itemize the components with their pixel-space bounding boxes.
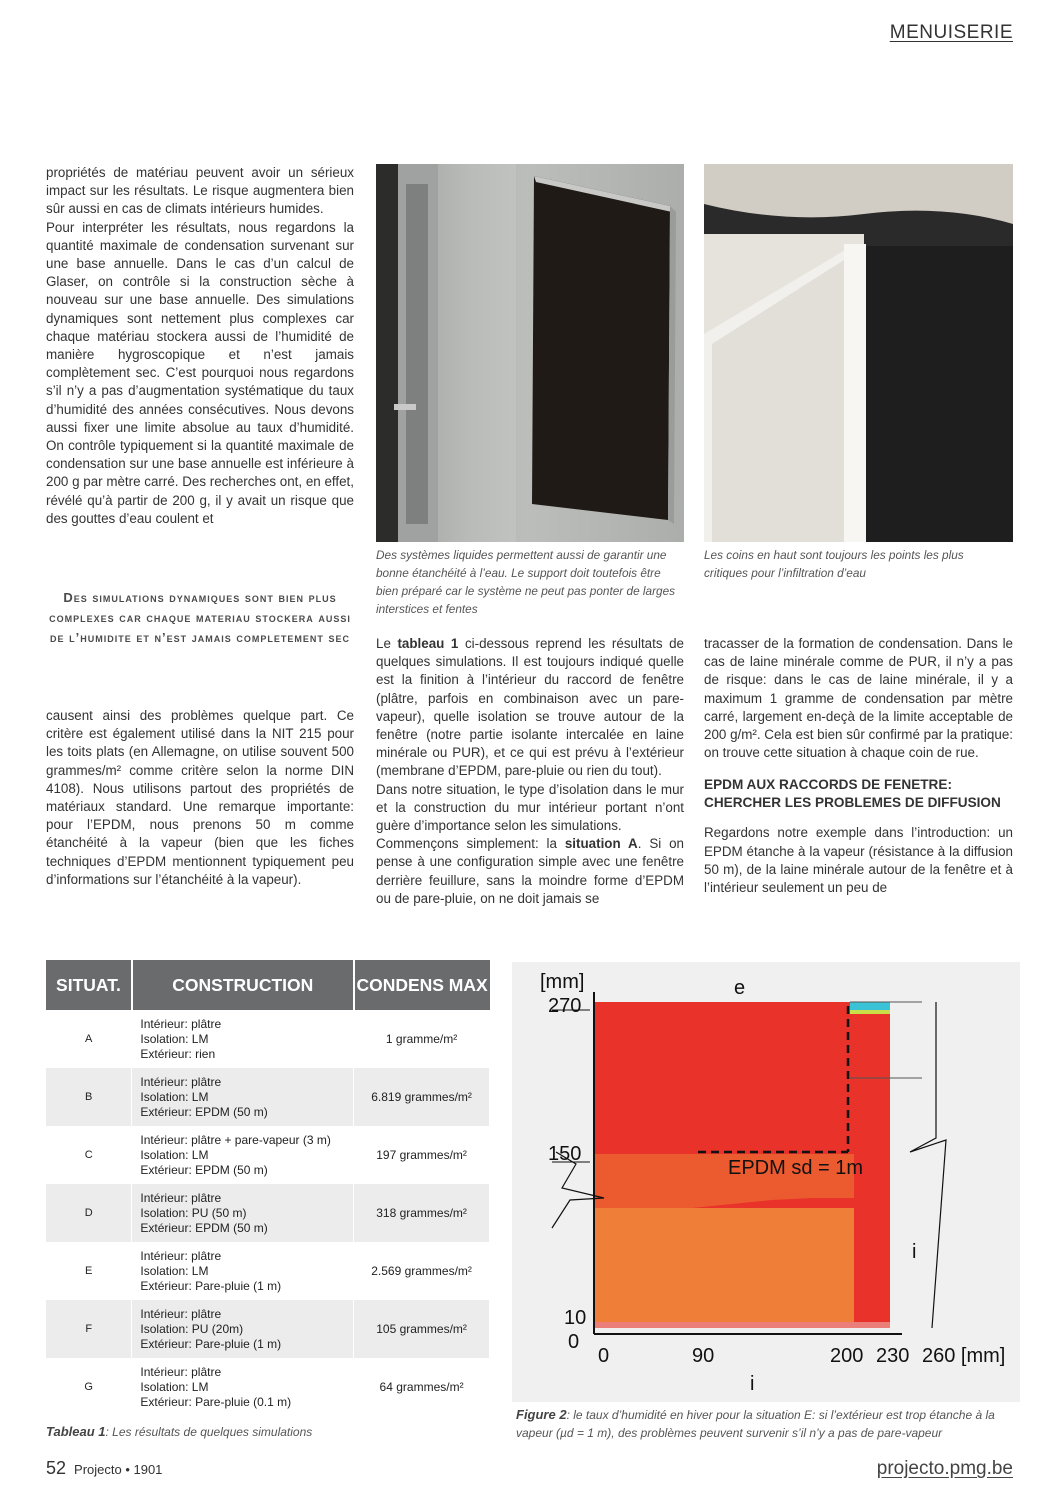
construction-cell bbox=[132, 1126, 354, 1184]
construction-cell bbox=[132, 1242, 354, 1300]
construction-line: Isolation: LM bbox=[140, 1089, 209, 1104]
paragraph: tracasser de la formation de condensation. Dans le cas de laine minérale comme de PUR, il n’y a pas de risque: dans le cas de laine minérale, il y a maximum 1 gramme de condensation par mètre carré, largement en-deçà de la limite acceptable de 200 g/m². Cela est bien sûr confirmé par la pratique: on trouve cette situation à chaque coin de rue. bbox=[704, 636, 1013, 761]
pull-quote: Des simulations dynamiques sont bien plus complexes car chaque materiau stockera aussi de l’humidite et n’est jamais completement sec bbox=[49, 590, 351, 645]
y-axis-unit-label: [mm] bbox=[540, 971, 585, 993]
article-column-3 bbox=[704, 635, 1013, 897]
construction-line: Isolation: LM bbox=[140, 1031, 209, 1046]
article-column-1-bottom bbox=[46, 707, 354, 889]
article-column-1-top bbox=[46, 164, 354, 528]
site-link[interactable]: projecto.pmg.be bbox=[876, 1458, 1013, 1479]
x-tick-label: 0 bbox=[598, 1345, 610, 1367]
paragraph: Regardons notre exemple dans l’introduction: un EPDM étanche à la vapeur (résistance à la diffusion 50 m), de la laine minérale autour de la fenêtre et à l’intérieur seulement un peu de bbox=[704, 825, 1013, 896]
construction-cell bbox=[132, 1358, 354, 1416]
x-tick-label: 200 bbox=[830, 1345, 864, 1367]
table-header-row bbox=[46, 960, 490, 1010]
page-number: 52 bbox=[46, 1458, 67, 1478]
construction-line: Extérieur: Pare-pluie (1 m) bbox=[140, 1278, 282, 1293]
x-tick-label: 230 bbox=[876, 1345, 910, 1367]
situation-cell: G bbox=[46, 1358, 132, 1416]
condensation-max-cell: 2.569 grammes/m² bbox=[354, 1242, 490, 1300]
photo-illustration bbox=[704, 164, 1013, 542]
epdm-label: EPDM sd = 1m bbox=[728, 1157, 864, 1179]
construction-line: Isolation: LM bbox=[140, 1263, 209, 1278]
footer-left bbox=[46, 1458, 162, 1479]
table-row bbox=[46, 1242, 490, 1300]
bold-ref: tableau 1 bbox=[397, 636, 459, 651]
figure-caption: Figure 2: le taux d’humidité en hiver pour la situation E: si l’extérieur est trop étanche à la vapeur (µd = 1 m), des problèmes peuvent survenir s’il n’y a pas de pare-vapeur bbox=[516, 1407, 995, 1440]
y-tick-label: 150 bbox=[548, 1143, 582, 1165]
construction-line: Intérieur: plâtre bbox=[140, 1248, 222, 1263]
paragraph: Commençons simplement: la situation A. Si on pense à une configuration simple avec une fenêtre derrière feuillure, sans la moindre forme d’EPDM ou de pare-pluie, on ne doit jamais se bbox=[376, 836, 685, 906]
diagram-svg bbox=[512, 962, 1020, 1402]
construction-line: Isolation: LM bbox=[140, 1147, 209, 1162]
condensation-max-cell: 1 gramme/m² bbox=[354, 1010, 490, 1068]
inner-zone bbox=[594, 1208, 854, 1322]
paragraph: causent ainsi des problèmes quelque part. Ce critère est également utilisé dans la NIT 215 pour les toits plats (en Allemagne, on utilise souvent 500 grammes/m² comme critère selon la norme DIN 4108). Nous utilisons partout des propriétés de matériaux standard. Une remarque importante: pour l’EPDM, nous prenons 50 m comme étanchéité à la vapeur (bien que les fiches techniques d’EPDM mentionnent typiquement peu d’informations sur l’étanchéité à la vapeur). bbox=[46, 708, 354, 887]
section-tag: MENUISERIE bbox=[889, 22, 1013, 43]
construction-line: Intérieur: plâtre bbox=[140, 1074, 222, 1089]
situation-cell: E bbox=[46, 1242, 132, 1300]
condensation-max-cell: 64 grammes/m² bbox=[354, 1358, 490, 1416]
situation-cell: F bbox=[46, 1300, 132, 1358]
construction-line: Intérieur: plâtre bbox=[140, 1016, 222, 1031]
y-tick-label: 10 bbox=[564, 1307, 587, 1329]
situation-cell: C bbox=[46, 1126, 132, 1184]
figure-humidity-diagram bbox=[512, 962, 1020, 1402]
y-tick-label: 0 bbox=[568, 1331, 580, 1353]
column-header: CONDENS MAX bbox=[354, 960, 490, 1010]
x-tick-label: 260 [mm] bbox=[922, 1345, 1006, 1367]
bold-ref: situation A bbox=[564, 836, 638, 852]
magazine-issue: Projecto • 1901 bbox=[74, 1462, 163, 1477]
condensation-max-cell: 318 grammes/m² bbox=[354, 1184, 490, 1242]
construction-cell bbox=[132, 1300, 354, 1358]
table-row bbox=[46, 1358, 490, 1416]
construction-line: Intérieur: plâtre + pare-vapeur (3 m) bbox=[140, 1132, 331, 1147]
membrane-layer-inner bbox=[850, 1010, 890, 1014]
paragraph: propriétés de matériau peuvent avoir un sérieux impact sur les résultats. Le risque augmentera bien sûr aussi en cas de climats intérieurs humides. bbox=[46, 165, 354, 217]
article-column-2 bbox=[376, 635, 684, 908]
construction-line: Extérieur: EPDM (50 m) bbox=[140, 1104, 268, 1119]
condensation-max-cell: 105 grammes/m² bbox=[354, 1300, 490, 1358]
table-row bbox=[46, 1126, 490, 1184]
construction-line: Intérieur: plâtre bbox=[140, 1364, 222, 1379]
construction-cell bbox=[132, 1068, 354, 1126]
construction-line: Isolation: PU (50 m) bbox=[140, 1205, 247, 1220]
paragraph: Le tableau 1 ci-dessous reprend les résultats de quelques simulations. Il est toujours indiqué quelle est la finition à l’intérieur du raccord de fenêtre (plâtre, parfois en combinaison avec un pare-vapeur), quelle isolation se trouve autour de la fenêtre (notre partie isolante intercalée en laine minérale ou PUR), et ce qui est prévu à l’extérieur (membrane d’EPDM, pare-pluie ou rien du tout). bbox=[376, 636, 684, 779]
table-row bbox=[46, 1068, 490, 1126]
construction-line: Isolation: PU (20m) bbox=[140, 1321, 244, 1336]
construction-line: Extérieur: EPDM (50 m) bbox=[140, 1220, 268, 1235]
construction-line: Extérieur: Pare-pluie (1 m) bbox=[140, 1336, 282, 1351]
situation-cell: A bbox=[46, 1010, 132, 1068]
interior-label: i bbox=[750, 1373, 755, 1395]
condensation-max-cell: 6.819 grammes/m² bbox=[354, 1068, 490, 1126]
interior-label: i bbox=[912, 1241, 917, 1263]
photo-caption-right: Les coins en haut sont toujours les points les plus critiques pour l’infiltration d’eau bbox=[704, 548, 964, 580]
table-caption: Tableau 1: Les résultats de quelques simulations bbox=[46, 1424, 313, 1439]
photo-liquid-waterproofing bbox=[376, 164, 684, 542]
table-row bbox=[46, 1300, 490, 1358]
photo-illustration bbox=[376, 164, 684, 542]
y-tick-label: 270 bbox=[548, 995, 582, 1017]
paragraph: Pour interpréter les résultats, nous regardons la quantité maximale de condensation survenant sur une base annuelle. Dans le cas d’un calcul de Glaser, on contrôle si la construction sèche à nouveau sur une base annuelle. Des simulations dynamiques sont nettement plus complexes car chaque matériau stockera aussi de l’humidité de manière hygroscopique et n’est jamais complètement sec. C’est pourquoi nous regardons s’il n’y a pas d’augmentation systématique du taux d’humidité des années consécutives. Nous devons aussi fixer une limite absolue au taux d’humidité. On contrôle typiquement si la quantité maximale de condensation sur une base annuelle est inférieure à 200 g par mètre carré. Des recherches ont, en effet, révélé qu’à partir de 200 g, il y avait un risque que des gouttes d’eau coulent et bbox=[46, 219, 354, 526]
construction-line: Extérieur: EPDM (50 m) bbox=[140, 1162, 268, 1177]
construction-line: Extérieur: rien bbox=[140, 1046, 216, 1061]
construction-line: Extérieur: Pare-pluie (0.1 m) bbox=[140, 1394, 292, 1409]
table-row bbox=[46, 1010, 490, 1068]
table-row bbox=[46, 1184, 490, 1242]
construction-line: Intérieur: plâtre bbox=[140, 1190, 222, 1205]
paragraph: Dans notre situation, le type d’isolation dans le mur et la construction du mur intérieur portant n’ont guère d’importance selon les simulations. bbox=[376, 781, 684, 834]
construction-line: Isolation: LM bbox=[140, 1379, 209, 1394]
section-heading: EPDM AUX RACCORDS DE FENETRE: CHERCHER LES PROBLEMES DE DIFFUSION bbox=[704, 777, 1001, 811]
situation-cell: B bbox=[46, 1068, 132, 1126]
results-table bbox=[46, 960, 490, 1416]
bottom-strip bbox=[594, 1322, 890, 1328]
photo-caption-left: Des systèmes liquides permettent aussi de garantir une bonne étanchéité à l’eau. Le support doit toutefois être bien préparé car le système ne peut pas ponter de larges interstices et fentes bbox=[376, 548, 676, 616]
x-tick-label: 90 bbox=[692, 1345, 715, 1367]
construction-cell bbox=[132, 1010, 354, 1068]
situation-cell: D bbox=[46, 1184, 132, 1242]
construction-cell bbox=[132, 1184, 354, 1242]
exterior-label: e bbox=[734, 977, 746, 999]
construction-line: Intérieur: plâtre bbox=[140, 1306, 222, 1321]
condensation-max-cell: 197 grammes/m² bbox=[354, 1126, 490, 1184]
photo-window-corner bbox=[704, 164, 1013, 542]
column-header: SITUAT. bbox=[46, 960, 132, 1010]
column-header: CONSTRUCTION bbox=[132, 960, 354, 1010]
